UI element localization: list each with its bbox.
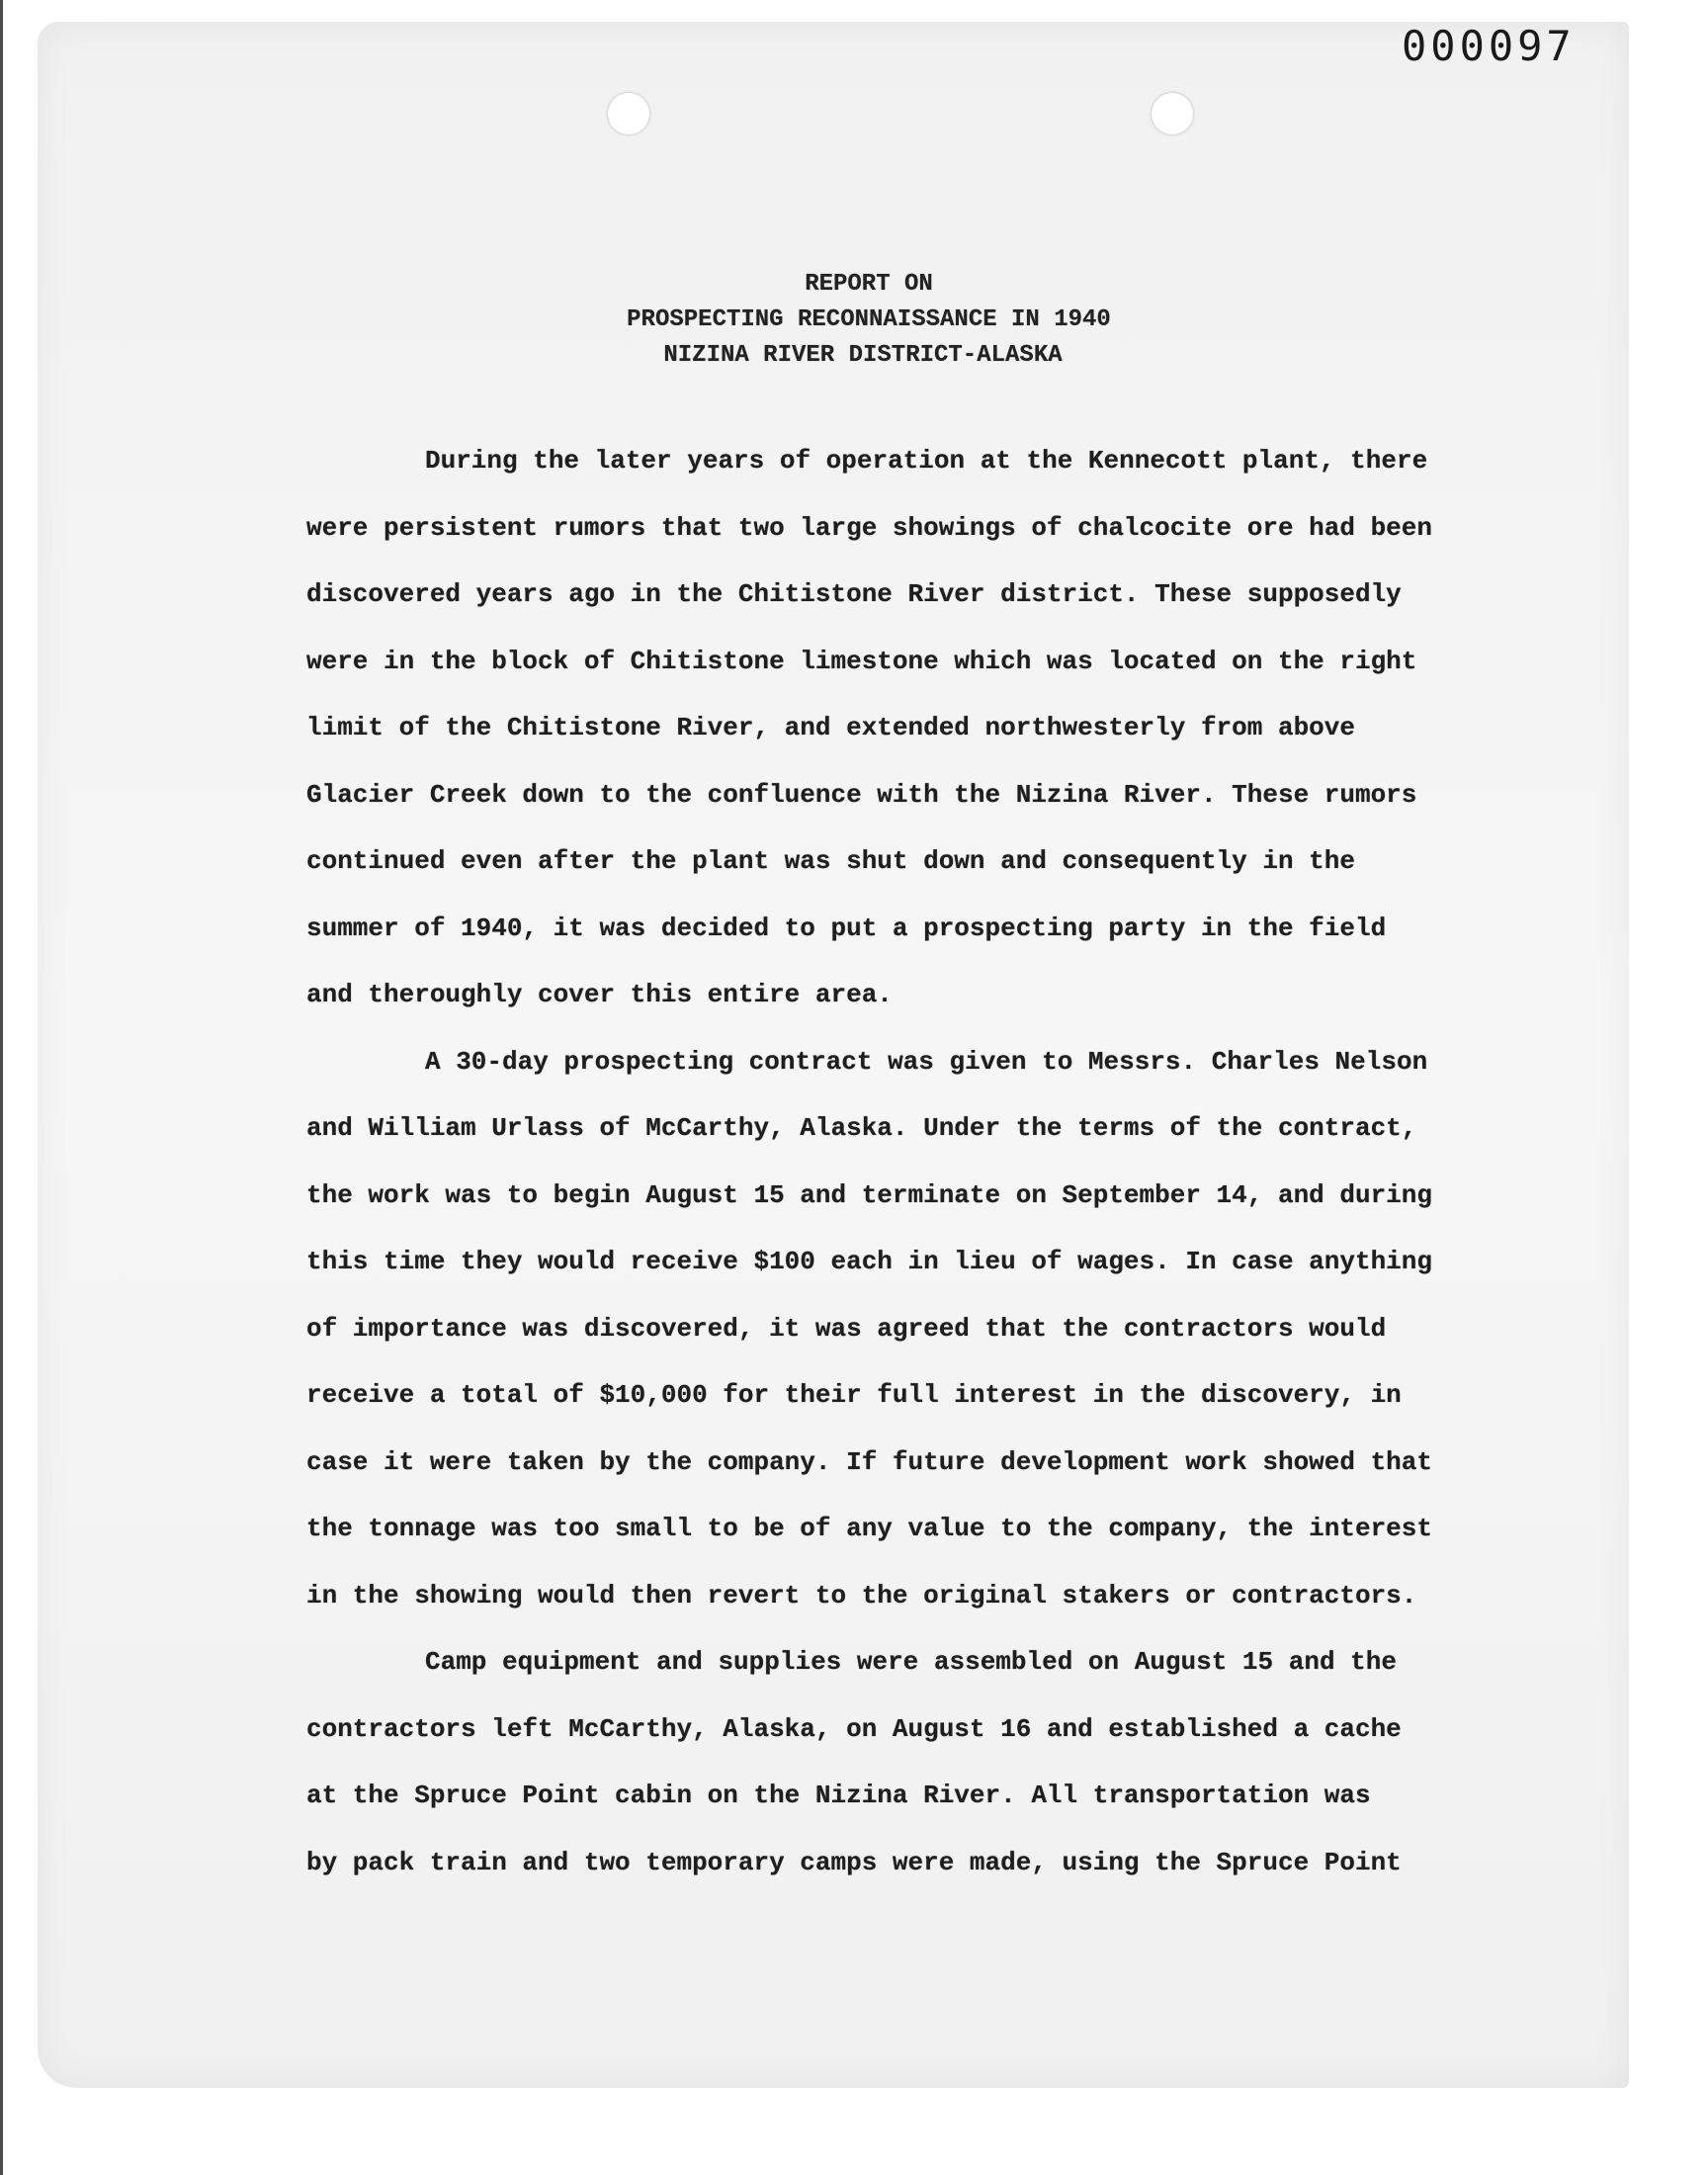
text-line: A 30-day prospecting contract was given to Messrs. Charles Nelson: [425, 1046, 1428, 1077]
text-line: by pack train and two temporary camps were made, using the Spruce Point: [306, 1847, 1402, 1877]
text-line: were persistent rumors that two large showings of chalcocite ore had been: [306, 512, 1432, 543]
report-title: [0, 267, 1708, 374]
text-line: of importance was discovered, it was agreed that the contractors would: [306, 1313, 1387, 1344]
title-line-2: PROSPECTING RECONNAISSANCE IN 1940: [627, 306, 1111, 333]
paragraph-3: [306, 1629, 1537, 1896]
punch-hole-left: [608, 93, 649, 134]
text-line: contractors left McCarthy, Alaska, on August 16 and established a cache: [306, 1713, 1402, 1744]
text-line: Glacier Creek down to the confluence with the Nizina River. These rumors: [306, 779, 1417, 810]
text-line: at the Spruce Point cabin on the Nizina River. All transportation was: [306, 1781, 1371, 1810]
text-line: the work was to begin August 15 and terminate on September 14, and during: [306, 1179, 1432, 1210]
text-line: receive a total of $10,000 for their full interest in the discovery, in: [306, 1380, 1402, 1410]
text-line: During the later years of operation at the Kennecott plant, there: [425, 446, 1428, 476]
text-line: limit of the Chitistone River, and extended northwesterly from above: [306, 713, 1355, 742]
text-line: discovered years ago in the Chitistone River district. These supposedly: [306, 579, 1402, 609]
document-number: 000097: [1402, 22, 1576, 70]
text-line: summer of 1940, it was decided to put a prospecting party in the field: [306, 913, 1387, 943]
title-line-1: REPORT ON: [805, 271, 933, 298]
report-body: [306, 428, 1537, 1896]
text-line: in the showing would then revert to the original stakers or contractors.: [306, 1580, 1417, 1610]
punch-hole-right: [1152, 93, 1193, 134]
text-line: and theroughly cover this entire area.: [306, 980, 893, 1009]
text-line: Camp equipment and supplies were assembled on August 15 and the: [425, 1647, 1397, 1677]
text-line: the tonnage was too small to be of any value to the company, the interest: [306, 1514, 1432, 1543]
text-line: this time they would receive $100 each in lieu of wages. In case anything: [306, 1247, 1432, 1276]
text-line: and William Urlass of McCarthy, Alaska. Under the terms of the contract,: [306, 1113, 1417, 1143]
title-line-3: NIZINA RIVER DISTRICT-ALASKA: [663, 342, 1063, 369]
text-line: continued even after the plant was shut down and consequently in the: [306, 846, 1355, 876]
text-line: were in the block of Chitistone limestone which was located on the right: [306, 646, 1417, 676]
text-line: case it were taken by the company. If future development work showed that: [306, 1446, 1432, 1477]
paragraph-1: [306, 428, 1537, 1029]
paragraph-2: [306, 1029, 1537, 1630]
